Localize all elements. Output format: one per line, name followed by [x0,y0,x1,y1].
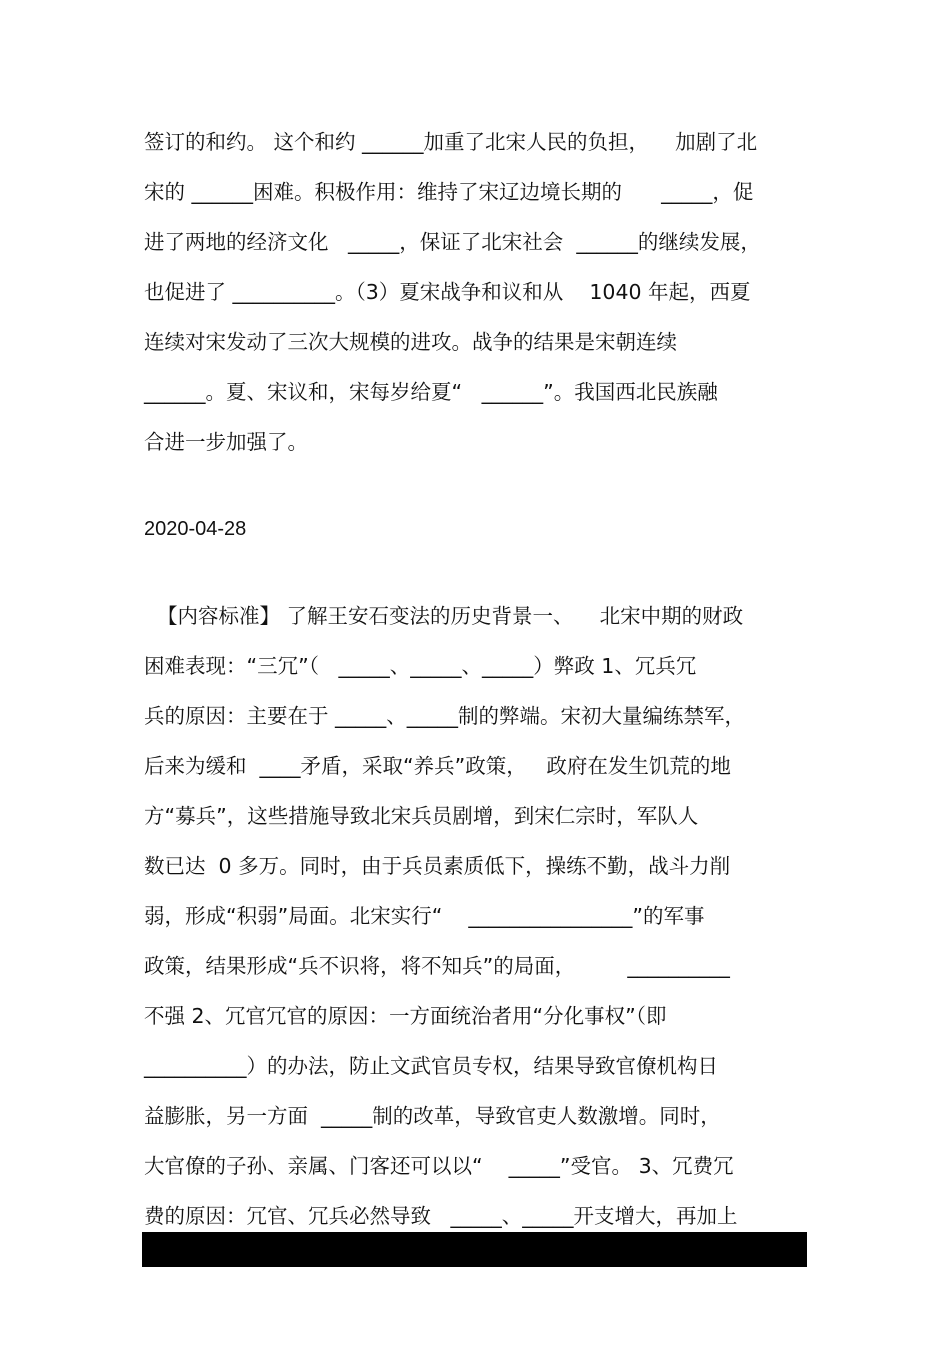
text-line: 方“募兵”，这些措施导致北宋兵员剧增，到宋仁宗时，军队人 [144,804,699,828]
text-line: 大官僚的子孙、亲属、门客还可以以“ _____”受官。 3、冗费冗 [144,1154,734,1178]
text-line: 困难表现：“三冗”（ _____、_____、_____）弊政 1、冗兵冗 [144,654,697,678]
text-line: 【内容标准】 了解王安石变法的历史背景一、 北宋中期的财政 [144,604,744,628]
text-line: 兵的原因：主要在于 _____、_____制的弊端。宋初大量编练禁军， [144,704,746,728]
redaction-bar [142,1232,807,1267]
text-line: ______。夏、宋议和，宋每岁给夏“ ______”。我国西北民族融 [144,380,718,404]
text-line: __________）的办法，防止文武官员专权，结果导致官僚机构日 [144,1054,718,1078]
text-line: 不强 2、冗官冗官的原因：一方面统治者用“分化事权”（即 [144,1004,667,1028]
text-line: 签订的和约。 这个和约 ______加重了北宋人民的负担， 加剧了北 [144,130,758,154]
text-line: 弱，形成“积弱”局面。北宋实行“ ________________”的军事 [144,904,705,928]
text-line: 也促进了 __________。（3）夏宋战争和议和从 1040 年起，西夏 [144,280,751,304]
text-line: 宋的 ______困难。积极作用：维持了宋辽边境长期的 _____，促 [144,180,754,204]
text-line: 连续对宋发动了三次大规模的进攻。战争的结果是宋朝连续 [144,330,677,354]
text-line: 数已达 0 多万。同时，由于兵员素质低下，操练不勤，战斗力削 [144,854,731,878]
text-line: 进了两地的经济文化 _____，保证了北宋社会 ______的继续发展， [144,230,761,254]
text-line: 后来为缓和 ____矛盾，采取“养兵”政策， 政府在发生饥荒的地 [144,754,731,778]
text-line: 费的原因：冗官、冗兵必然导致 _____、_____开支增大，再加上 [144,1204,738,1228]
text-line: 益膨胀，另一方面 _____制的改革，导致官吏人数激增。同时， [144,1104,721,1128]
text-line: 合进一步加强了。 [144,430,308,454]
date-label: 2020-04-28 [144,518,247,540]
text-line: 政策，结果形成“兵不识将，将不知兵”的局面， __________ [144,954,730,978]
